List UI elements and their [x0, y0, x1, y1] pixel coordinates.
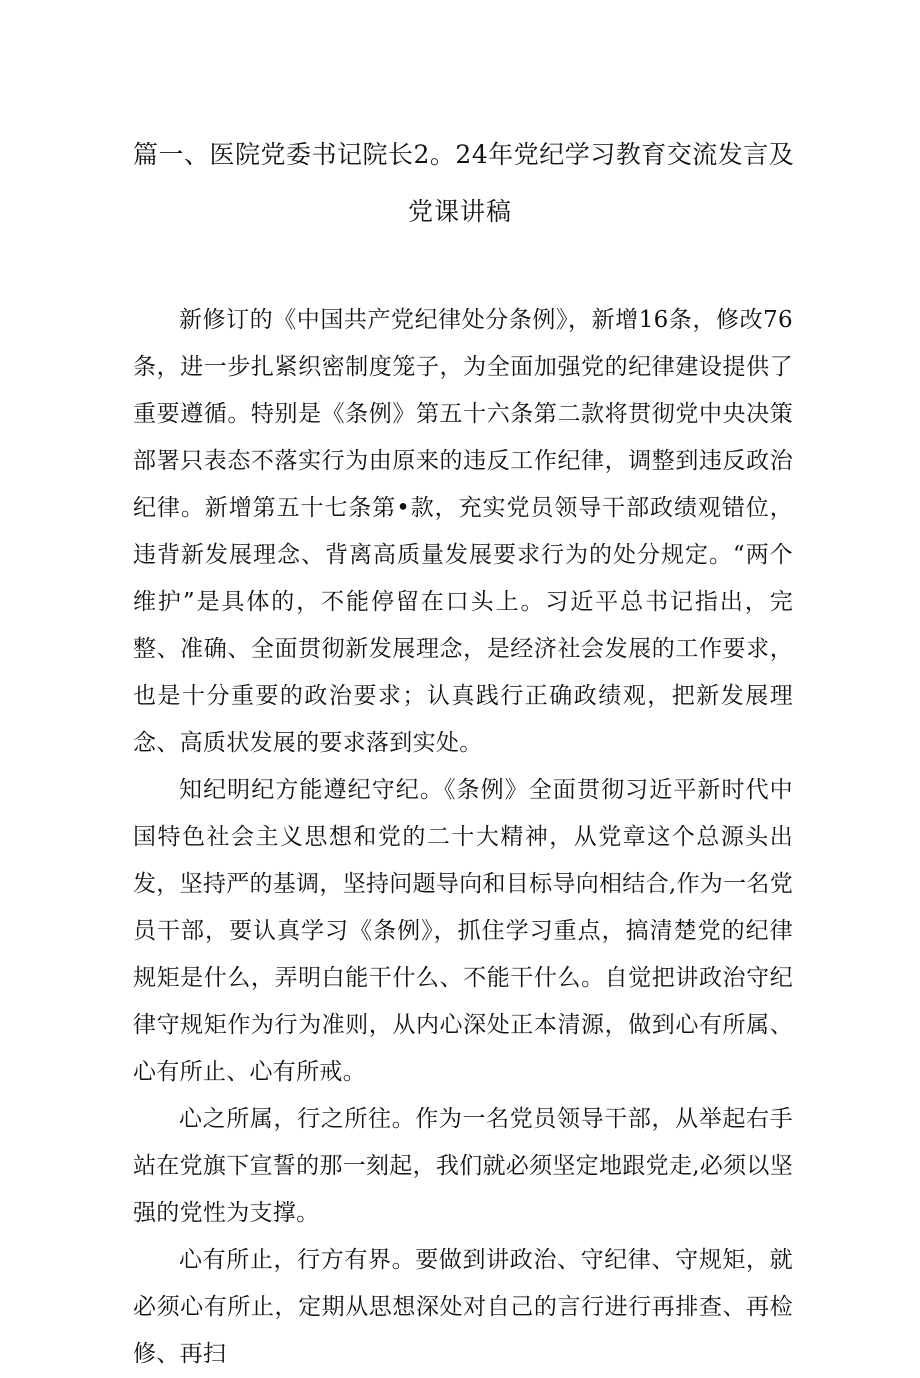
- paragraph-3: 心之所属，行之所往。作为一名党员领导干部，从举起右手站在党旗下宣誓的那一刻起，我们就必须坚定地跟党走,必须以坚强的党性为支撑。: [133, 1106, 794, 1226]
- document-title-line-1: 篇一、医院党委书记院长2。24年党纪学习教育交流发言及: [133, 140, 795, 169]
- paragraph-4: 心有所止，行方有界。要做到讲政治、守纪律、守规矩，就必须心有所止，定期从思想深处对自己的言行进行再排查、再检修、再扫: [133, 1247, 793, 1367]
- document-body: [133, 297, 793, 1378]
- document-title-line-2: 党课讲稿: [407, 197, 512, 226]
- paragraph-1: 新修订的《中国共产党纪律处分条例》，新增16条，修改76条，进一步扎紧织密制度笼子，为全面加强党的纪律建设提供了重要遵循。特别是《条例》第五十六条第二款将贯彻党中央决策部署只表态不落实行为由原来的违反工作纪律，调整到违反政治纪律。新增第五十七条第•款，充实党员领导干部政绩观错位，违背新发展理念、背离高质量发展要求行为的处分规定。“两个维护”是具体的，不能停留在口头上。习近平总书记指出，完整、准确、全面贯彻新发展理念，是经济社会发展的工作要求，也是十分重要的政治要求；认真践行正确政绩观，把新发展理念、高质状发展的要求落到实处。: [133, 307, 793, 756]
- paragraph-2: 知纪明纪方能遵纪守纪。《条例》全面贯彻习近平新时代中国特色社会主义思想和党的二十大精神，从党章这个总源头出发，坚持严的基调，坚持问题导向和目标导向相结合,作为一名党员干部，要认真学习《条例》，抓住学习重点，搞清楚党的纪律规矩是什么，弄明白能干什么、不能干什么。自觉把讲政治守纪律守规矩作为行为准则，从内心深处正本清源，做到心有所属、心有所止、心有所戒。: [133, 777, 794, 1085]
